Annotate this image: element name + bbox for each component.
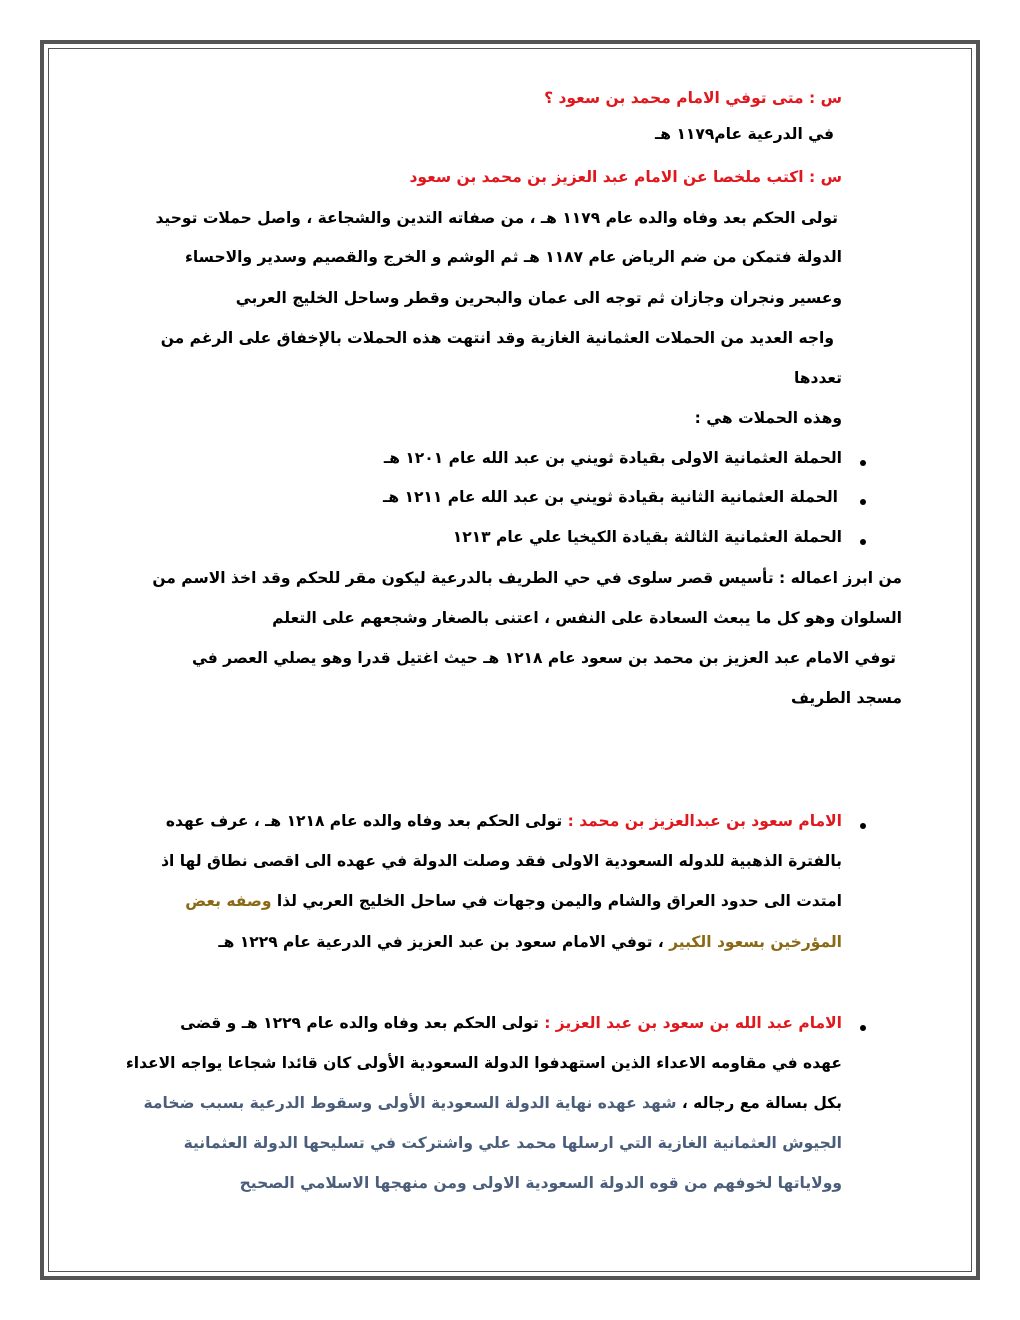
abdullah-line-4: الجيوش العثمانية الغازية التي ارسلها محمد علي واشتركت في تسليحها الدولة العثمانية [183, 1134, 842, 1152]
abdullah-name: الامام عبد الله بن سعود بن عبد العزيز : [538, 1014, 842, 1032]
bullet-dot [860, 1025, 866, 1031]
works-line: مسجد الطريف [790, 689, 902, 707]
saud-text: تولى الحكم بعد وفاه والده عام ١٢١٨ هـ ، عرف عهده [165, 812, 563, 830]
paragraph-line: الدولة فتمكن من ضم الرياض عام ١١٨٧ هـ ثم الوشم و الخرج والقصيم وسدير والاحساء [184, 248, 842, 266]
abdullah-line-2: عهده في مقاومه الاعداء الذين استهدفوا الدولة السعودية الأولى كان قائدا شجاعا يواجه الاعداء [125, 1054, 842, 1072]
saud-line-2: بالفترة الذهبية للدوله السعودية الاولى فقد وصلت الدولة في عهده الى اقصى نطاق لها اذ [161, 852, 842, 870]
saud-text: امتدت الى حدود العراق والشام واليمن وجهات في ساحل الخليج العربي لذا [271, 892, 842, 910]
paragraph-line: وهذه الحملات هي : [694, 409, 842, 427]
bullet-dot [860, 539, 866, 545]
paragraph-line: واجه العديد من الحملات العثمانية الغازية وقد انتهت هذه الحملات بالإخفاق على الرغم من [160, 329, 834, 347]
saud-name: الامام سعود بن عبدالعزيز بن محمد : [562, 812, 842, 830]
works-line: السلوان وهو كل ما يبعث السعادة على النفس ، اعتنى بالصغار وشجعهم على التعلم [272, 609, 902, 627]
abdullah-line-5: وولاياتها لخوفهم من قوه الدولة السعودية الاولى ومن منهجها الاسلامي الصحيح [239, 1174, 842, 1192]
abdullah-text: تولى الحكم بعد وفاه والده عام ١٢٢٩ هـ و قضى [180, 1014, 539, 1032]
paragraph-line: تولى الحكم بعد وفاه والده عام ١١٧٩ هـ ، من صفاته التدين والشجاعة ، واصل حملات توحيد [155, 209, 838, 227]
works-line: من ابرز اعماله : تأسيس قصر سلوى في حي الطريف بالدرعية ليكون مقر للحكم وقد اخذ الاسم من [152, 569, 902, 587]
saud-line-3 [185, 891, 842, 911]
bullet-dot [860, 499, 866, 505]
campaign-item: الحملة العثمانية الاولى بقيادة ثويني بن عبد الله عام ١٢٠١ هـ [383, 449, 842, 467]
works-line: توفي الامام عبد العزيز بن محمد بن سعود عام ١٢١٨ هـ حيث اغتيل قدرا وهو يصلي العصر في [191, 649, 896, 667]
saud-text: ، توفي الامام سعود بن عبد العزيز في الدرعية عام ١٢٢٩ هـ [218, 933, 670, 951]
abdullah-line-1 [180, 1013, 842, 1033]
campaign-item: الحملة العثمانية الثانية بقيادة ثويني بن عبد الله عام ١٢١١ هـ [383, 488, 838, 506]
saud-highlight: وصفه بعض [185, 892, 272, 910]
abdullah-highlight: شهد عهده نهاية الدولة السعودية الأولى وسقوط الدرعية بسبب ضخامة [143, 1094, 677, 1112]
bullet-dot [860, 460, 866, 466]
question-1: س : متى توفي الامام محمد بن سعود ؟ [544, 89, 842, 107]
bullet-dot [860, 823, 866, 829]
paragraph-line: تعددها [793, 369, 842, 387]
abdullah-text: بكل بسالة مع رجاله ، [676, 1094, 842, 1112]
answer-1: في الدرعية عام١١٧٩ هـ [654, 125, 834, 143]
saud-line-1 [166, 811, 842, 831]
saud-highlight: المؤرخين بسعود الكبير [669, 933, 842, 951]
campaign-item: الحملة العثمانية الثالثة بقيادة الكيخيا علي عام ١٢١٣ [452, 528, 842, 546]
saud-line-4 [218, 932, 842, 952]
abdullah-line-3 [144, 1093, 842, 1113]
question-2: س : اكتب ملخصا عن الامام عبد العزيز بن محمد بن سعود [409, 168, 842, 186]
paragraph-line: وعسير ونجران وجازان ثم توجه الى عمان والبحرين وقطر وساحل الخليج العربي [235, 289, 842, 307]
